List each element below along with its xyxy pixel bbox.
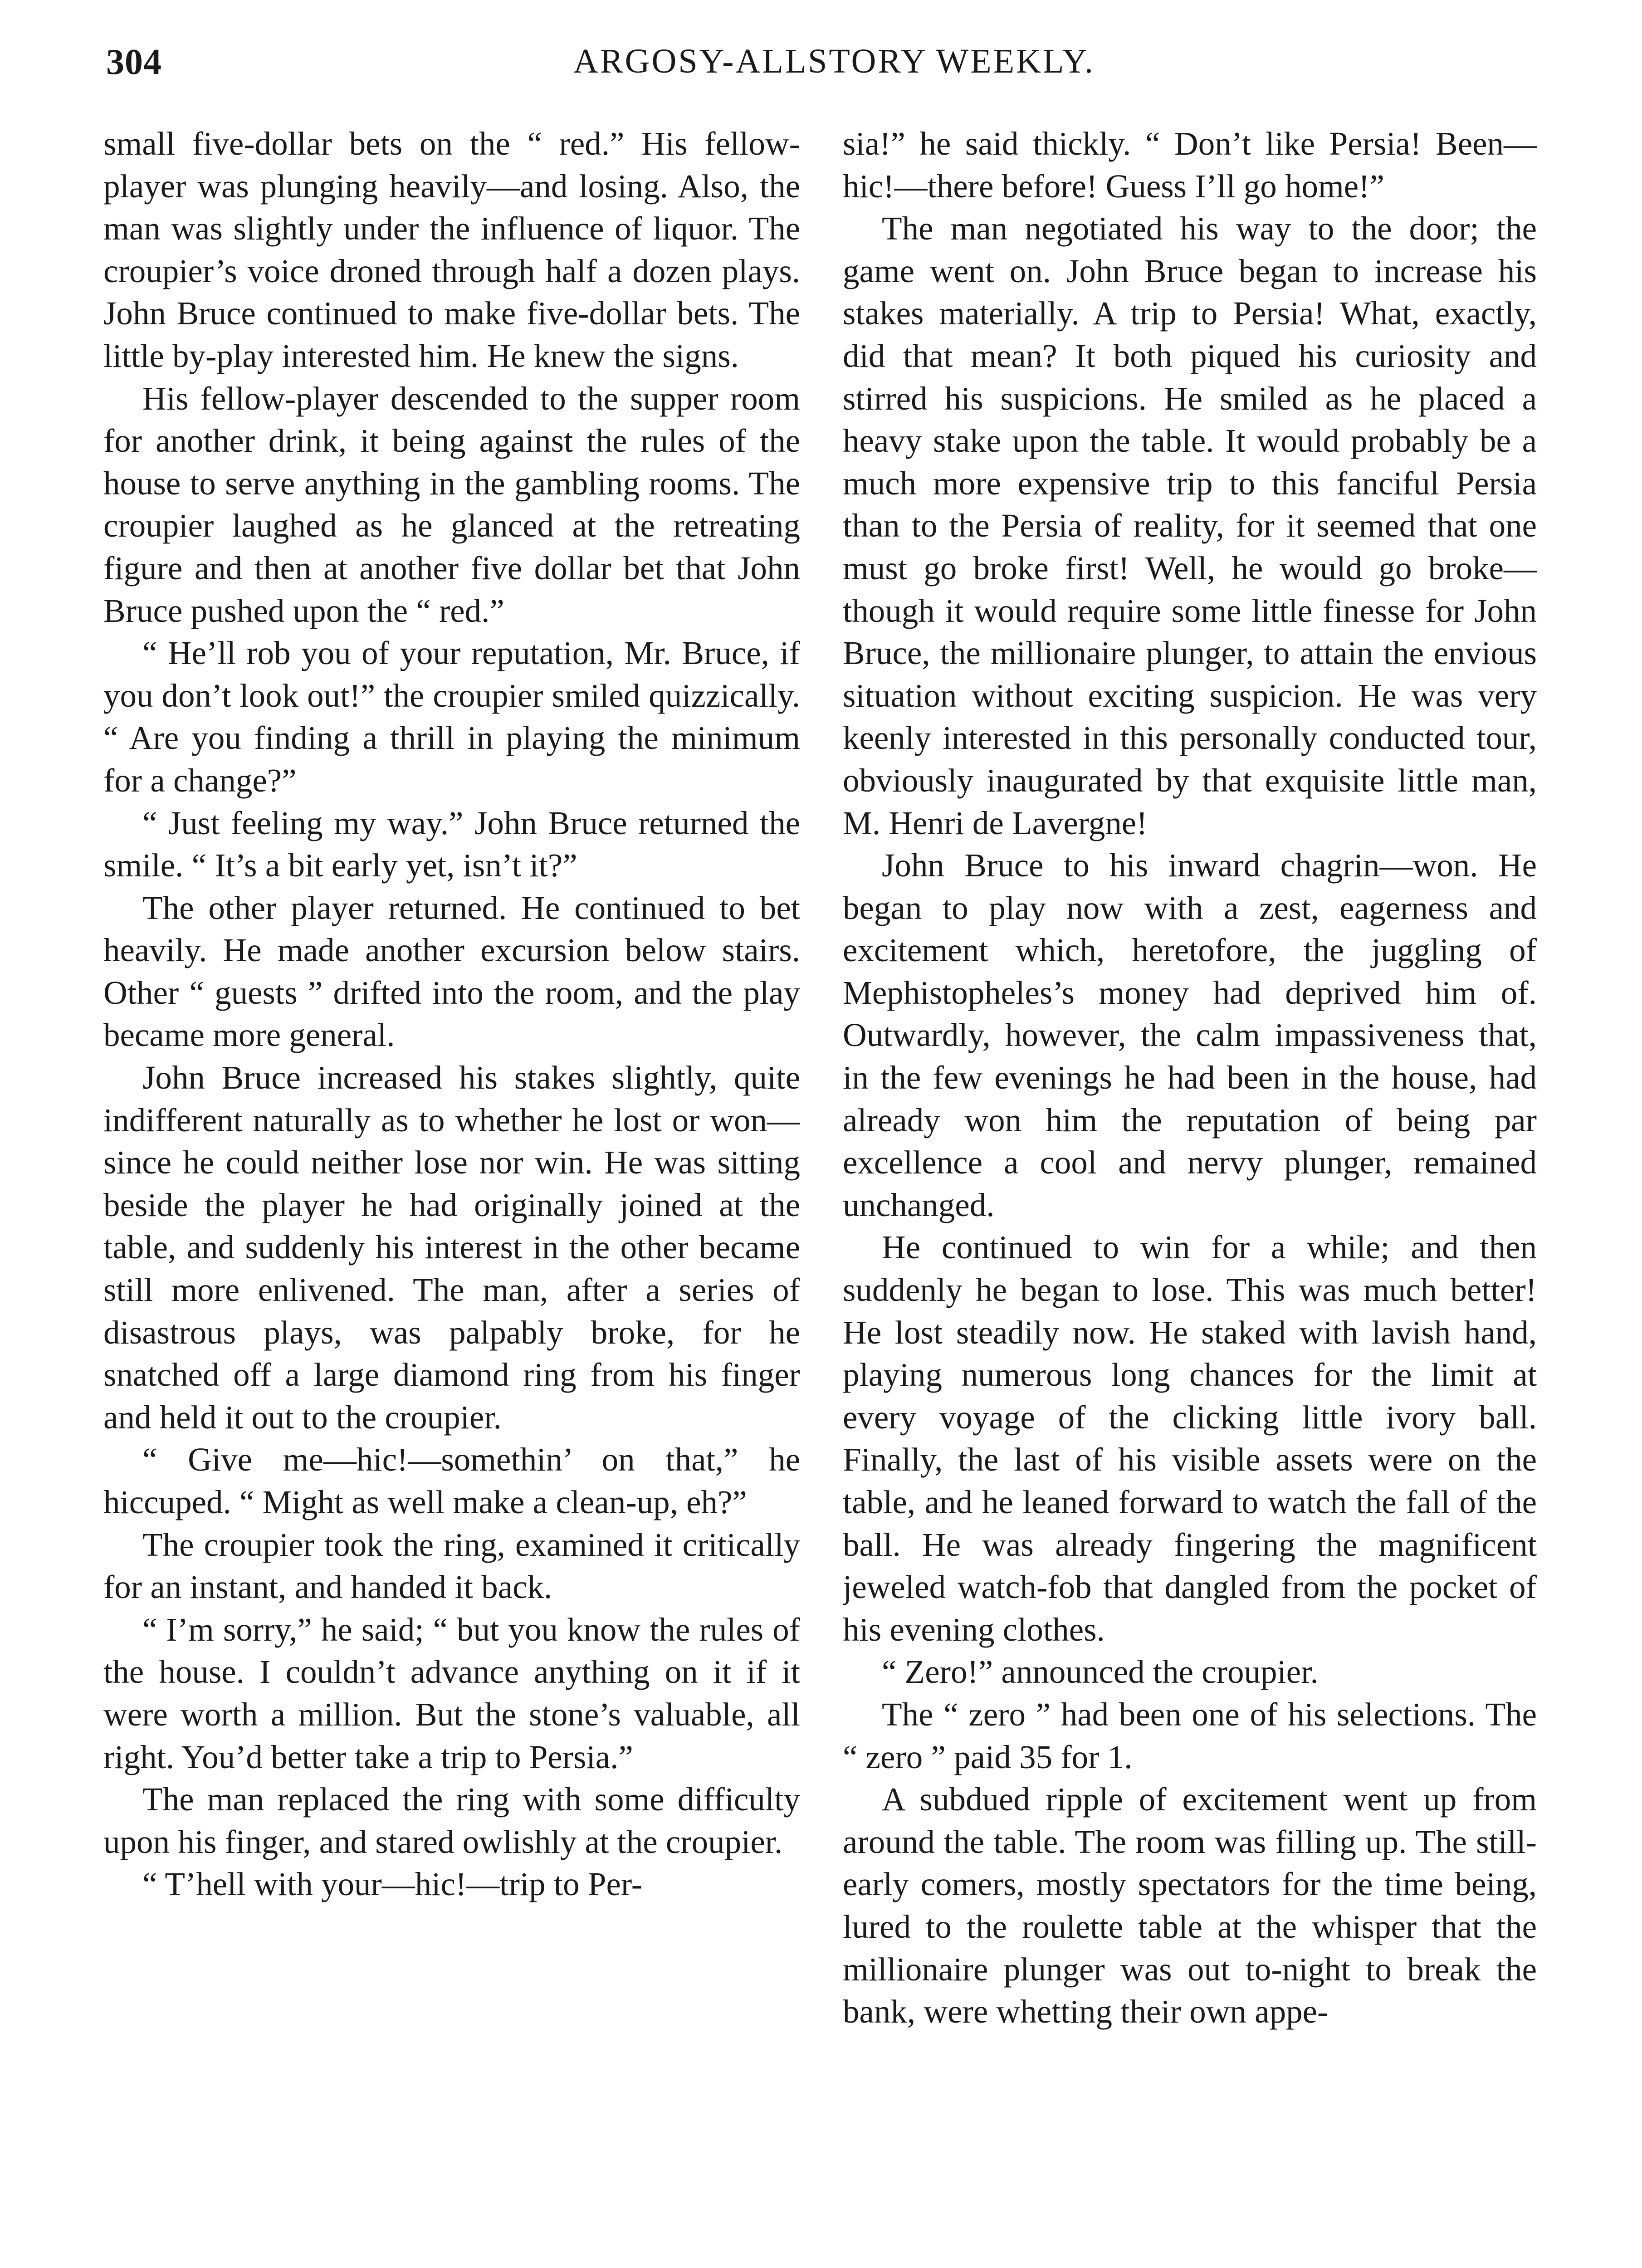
paragraph: The other player returned. He continued to bet heavily. He made another excursion below stairs. Other “ guests ” drifted into the room, and the play became more general. — [103, 889, 800, 1054]
paragraph: “ Just feeling my way.” John Bruce returned the smile. “ It’s a bit early yet, isn’t it?” — [103, 804, 800, 884]
running-title: ARGOSY-ALLSTORY WEEKLY. — [573, 42, 1095, 80]
paragraph: A subdued ripple of excitement went up from around the table. The room was filling up. The still-early comers, mostly spectators for the time being, lured to the roulette table at the whisper that the millionaire plunger was out to-night to break the bank, were whetting their own appe- — [843, 1781, 1537, 2030]
paragraph: John Bruce increased his stakes slightly, quite indifferent naturally as to whether he lost or won—since he could neither lose nor win. He was sitting beside the player he had originally joined at the table, and suddenly his interest in the other became still more enlivened. The man, after a series of disastrous plays, was palpably broke, for he snatched off a large diamond ring from his finger and held it out to the croupier. — [103, 1059, 800, 1436]
paragraph: The “ zero ” had been one of his selections. The “ zero ” paid 35 for 1. — [843, 1696, 1537, 1775]
paragraph: “ He’ll rob you of your reputation, Mr. Bruce, if you don’t look out!” the croupier smiled quizzically. “ Are you finding a thrill in playing the minimum for a change?” — [103, 635, 800, 799]
paragraph: The man negotiated his way to the door; the game went on. John Bruce began to increase his stakes materially. A trip to Persia! What, exactly, did that mean? It both piqued his curiosity and stirred his suspicions. He smiled as he placed a heavy stake upon the table. It would probably be a much more expensive trip to this fanciful Persia than to the Persia of reality, for it seemed that one must go broke first! Well, he would go broke—though it would require some little finesse for John Bruce, the millionaire plunger, to attain the envious situation without exciting suspicion. He was very keenly interested in this personally conducted tour, obviously inaugurated by that exquisite little man, M. Henri de Lavergne! — [843, 210, 1537, 841]
paragraph: “ I’m sorry,” he said; “ but you know the rules of the house. I couldn’t advance anything on it if it were worth a million. But the stone’s valuable, all right. You’d better take a trip to Persia.” — [103, 1611, 800, 1775]
paragraph: “ T’hell with your—hic!—trip to Per- — [142, 1866, 643, 1903]
paragraph: He continued to win for a while; and then suddenly he began to lose. This was much better! He lost steadily now. He staked with lavish hand, playing numerous long chances for the limit at every voyage of the clicking little ivory ball. Finally, the last of his visible assets were on the table, and he leaned forward to watch the fall of the ball. He was already fingering the magnificent jeweled watch-fob that dangled from the pocket of his evening clothes. — [843, 1229, 1537, 1648]
paragraph: His fellow-player descended to the supper room for another drink, it being against the rules of the house to serve anything in the gambling rooms. The croupier laughed as he glanced at the retreating figure and then at another five dollar bet that John Bruce pushed upon the “ red.” — [103, 380, 800, 629]
page-number: 304 — [106, 42, 162, 82]
left-column — [103, 122, 800, 2268]
paragraph: “ Give me—hic!—somethin’ on that,” he hiccuped. “ Might as well make a clean-up, eh?” — [103, 1441, 800, 1520]
paragraph: sia!” he said thickly. “ Don’t like Persia! Been—hic!—there before! Guess I’ll go home!” — [843, 125, 1537, 205]
paragraph: “ Zero!” announced the croupier. — [882, 1653, 1319, 1691]
page-header — [106, 42, 1535, 92]
paragraph: John Bruce to his inward chagrin—won. He began to play now with a zest, eagerness and excitement which, heretofore, the juggling of Mephistopheles’s money had deprived him of. Outwardly, however, the calm impassiveness that, in the few evenings he had been in the house, had already won him the reputation of being par excellence a cool and nervy plunger, remained unchanged. — [843, 847, 1537, 1223]
right-column — [843, 122, 1537, 2268]
paragraph: The croupier took the ring, examined it critically for an instant, and handed it back. — [103, 1526, 800, 1606]
paragraph: small five-dollar bets on the “ red.” His fellow-player was plunging heavily—and losing. Also, the man was slightly under the influence of liquor. The croupier’s voice droned through half a dozen plays. John Bruce continued to make five-dollar bets. The little by-play interested him. He knew the signs. — [103, 125, 800, 374]
paragraph: The man replaced the ring with some difficulty upon his finger, and stared owlishly at the croupier. — [103, 1781, 800, 1860]
